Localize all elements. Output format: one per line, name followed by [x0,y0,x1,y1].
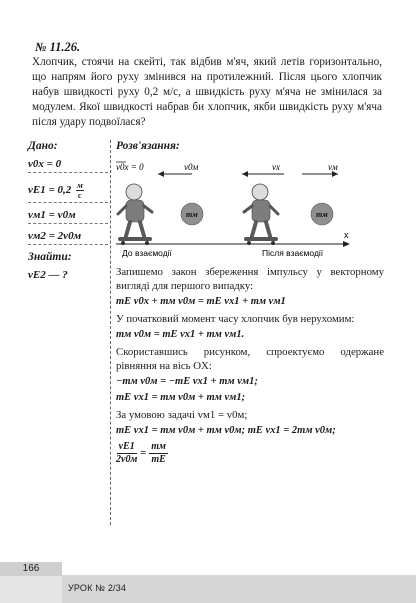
given-item: v0x = 0 [28,158,108,173]
fraction-right [149,441,168,466]
solution-equation: mE vx1 = mм v0м + mм v0м; mE vx1 = 2mм v0м; [116,425,336,436]
fig-label-vm: vм [328,162,338,172]
given-item: vм1 = v0м [28,209,108,224]
fig-label-v0m: v0м [184,162,199,172]
given-header: Дано: [28,140,58,152]
solution-text: Запишемо закон збереження імпульсу у векторному вигляді для першого випадку: [116,266,384,292]
fraction-left-den: 2v0м [116,454,138,465]
fraction-left [116,441,137,466]
ball-label-before: mм [186,210,198,219]
fraction-right-den: mE [151,454,166,465]
fraction-left-num: vE1 [118,441,135,452]
boy-skater-after [244,184,278,245]
x-axis-label: x [344,230,349,240]
boy-skater-before [118,184,152,245]
given-column [28,140,108,283]
caption-after: Після взаємодії [262,248,324,258]
problem-number: № 11.26. [35,40,81,54]
solution-header: Розв'язання: [116,140,180,152]
fraction-equals: = [140,448,147,459]
find-header: Знайти: [28,251,72,263]
solution-text: У початковий момент часу хлопчик був нерухомим: [116,313,355,325]
fig-label-vx: vx [272,162,280,172]
interaction-figure [112,154,354,260]
page-number: 166 [0,562,62,576]
given-item [28,181,108,203]
solution-equation: mE v0x + mм v0м = mE vx1 + mм vм1 [116,296,286,307]
strip-left [0,576,62,603]
unit-denominator: с [78,190,82,200]
figure-svg [112,154,354,260]
fig-label-v0x: v0x = 0 [116,162,144,172]
solution-lines [116,265,384,466]
unit-numerator: м [77,180,83,190]
unit-fraction [76,181,84,200]
final-fraction-line [116,441,384,466]
given-item: vм2 = 2v0м [28,230,108,245]
solution-text: Скориставшись рисунком, спроектуємо одержане рівняння на вісь OX: [116,346,384,372]
given-item-text: vE1 = 0,2 [28,184,72,197]
fraction-right-num: mм [151,441,166,452]
lesson-label: УРОК № 2/34 [68,583,127,593]
caption-before: До взаємодії [122,248,172,258]
solution-equation: mE vx1 = mм v0м + mм vм1; [116,392,246,403]
ball-label-after: mм [316,210,328,219]
problem-text: Хлопчик, стоячи на скейті, так відбив м'яч, який летів горизонтально, що напрям його руху змінився на протилежний. Після цього хлопчик набув швидкості руху 0,2 м/с, а швидкість руху м'яча не змінилася за модулем. Якої швидкості набрав би хлопчик, якби швидкість руху м'яча після удару подвоїлася? [32,56,382,128]
solution-text: За умовою задачі vм1 = v0м; [116,409,248,421]
find-item: vE2 — ? [28,269,68,281]
column-divider [110,140,111,525]
solution-equation: −mм v0м = −mE vx1 + mм vм1; [116,376,258,387]
solution-equation: mм v0м = mE vx1 + mм vм1. [116,329,245,340]
